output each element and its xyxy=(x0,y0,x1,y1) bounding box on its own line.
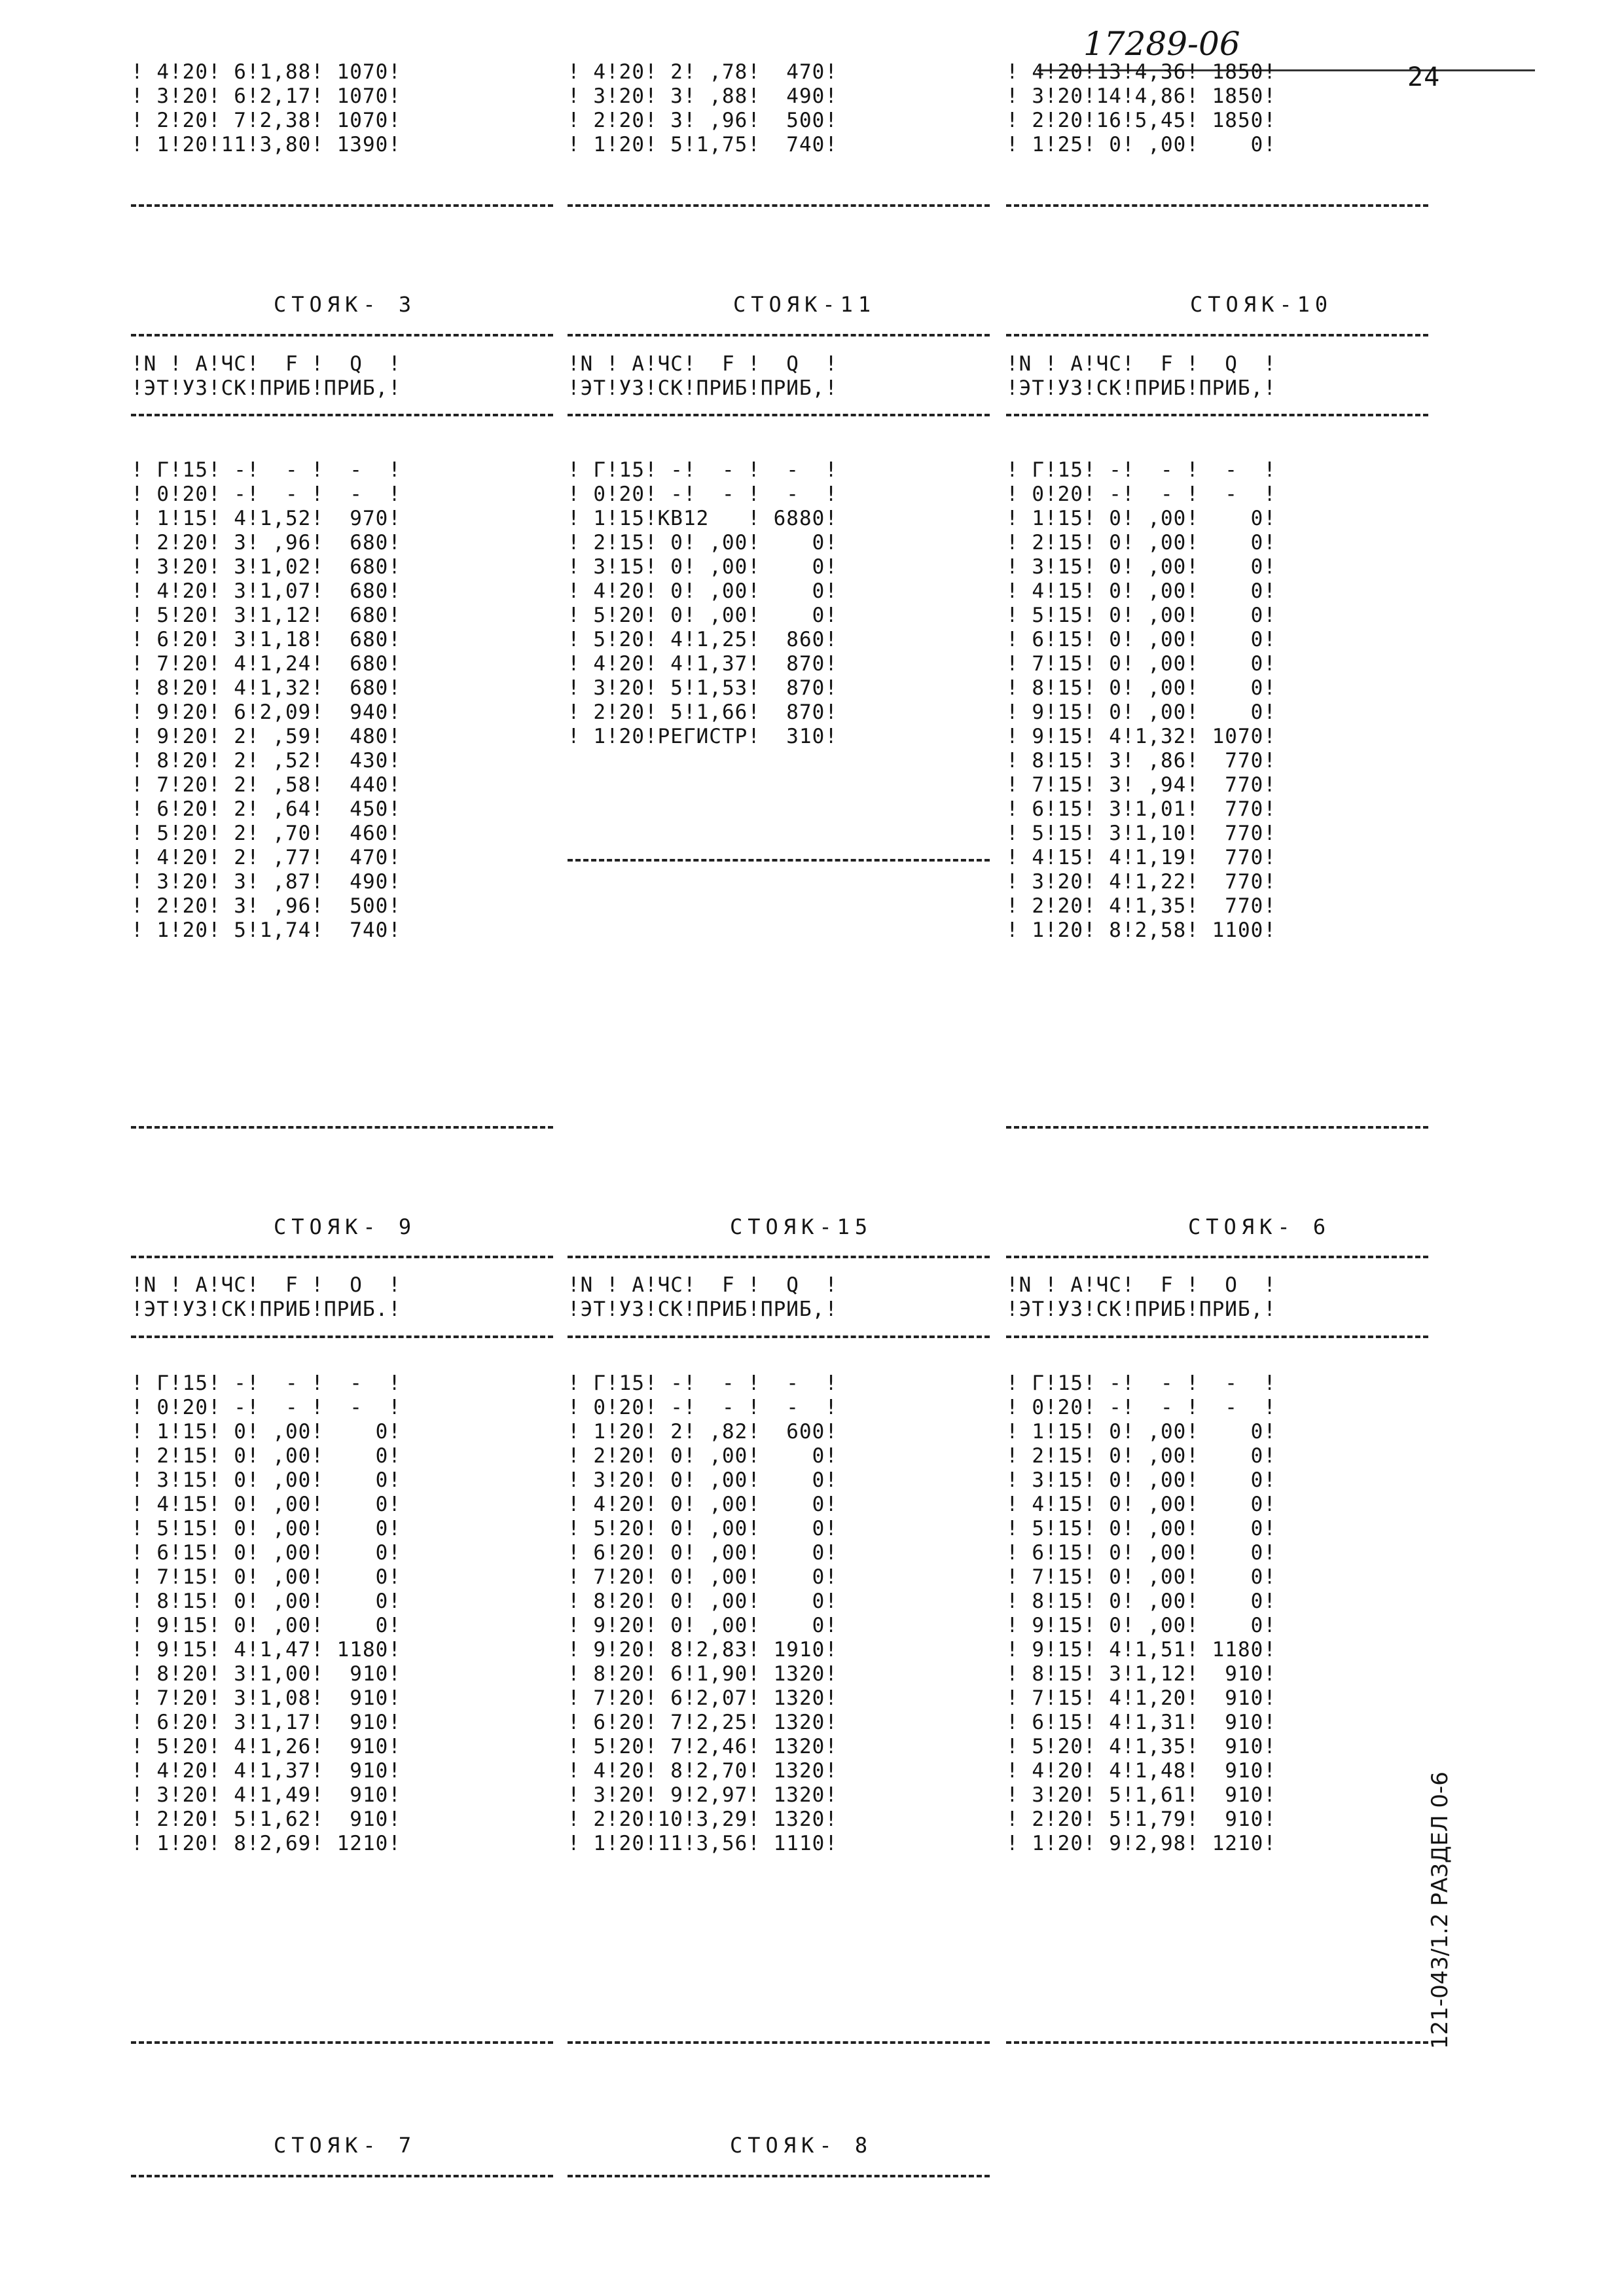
table-row: ! 9!15! 0! ,00! 0! xyxy=(1006,700,1276,724)
table-row: ! 4!20! 2! ,78! 470! xyxy=(568,60,838,84)
table-row: ! 1!20! 9!2,98! 1210! xyxy=(1006,1832,1276,1855)
header-row-1: !N ! А!ЧС! F ! Q ! xyxy=(131,352,401,376)
table-row: ! 6!15! 0! ,00! 0! xyxy=(1006,1541,1276,1565)
table-row: ! 3!15! 0! ,00! 0! xyxy=(131,1468,401,1492)
table-header-riser-11 xyxy=(568,352,838,401)
table-row: ! 3!20! 3!1,02! 680! xyxy=(131,555,401,579)
table-divider xyxy=(131,204,553,207)
table-row: ! 2!20! 0! ,00! 0! xyxy=(568,1444,838,1468)
table-header-riser-15 xyxy=(568,1273,838,1322)
table-row: ! 9!20! 8!2,83! 1910! xyxy=(568,1638,838,1662)
table-row: ! 7!15! 3! ,94! 770! xyxy=(1006,773,1276,797)
table-row: ! 1!20! 5!1,75! 740! xyxy=(568,133,838,156)
table-row: ! 6!20! 7!2,25! 1320! xyxy=(568,1711,838,1734)
table-row: ! 4!15! 4!1,19! 770! xyxy=(1006,846,1276,869)
riser-title-9: СТОЯК- 9 xyxy=(274,1214,417,1239)
table-divider xyxy=(568,334,990,336)
table-row: ! 5!15! 0! ,00! 0! xyxy=(1006,1517,1276,1540)
table-header-riser-3 xyxy=(131,352,401,401)
section-stamp: 121-043/1.2 РАЗДЕЛ 0-6 xyxy=(1427,1772,1453,2049)
riser-title-3: СТОЯК- 3 xyxy=(274,292,417,317)
table-row: ! 3!20! 3! ,87! 490! xyxy=(131,870,401,894)
table-row: ! 3!20! 5!1,53! 870! xyxy=(568,676,838,700)
table-divider xyxy=(131,334,553,336)
page-number: 24 xyxy=(1407,62,1441,92)
table-row: ! 6!20! 2! ,64! 450! xyxy=(131,797,401,821)
table-row: ! 2!20! 7!2,38! 1070! xyxy=(131,109,401,132)
table-row: ! 8!15! 3! ,86! 770! xyxy=(1006,749,1276,772)
table-divider xyxy=(568,1256,990,1258)
table-row: ! 1!15! 0! ,00! 0! xyxy=(1006,507,1276,530)
table-row: ! 6!20! 3!1,17! 910! xyxy=(131,1711,401,1734)
table-row: ! 1!20!11!3,56! 1110! xyxy=(568,1832,838,1855)
table-header-riser-6 xyxy=(1006,1273,1276,1322)
table-row: ! 9!15! 0! ,00! 0! xyxy=(131,1614,401,1637)
table-row: ! Г!15! -! - ! - ! xyxy=(568,458,838,482)
table-row: ! 7!20! 6!2,07! 1320! xyxy=(568,1686,838,1710)
table-row: ! 4!20! 2! ,77! 470! xyxy=(131,846,401,869)
table-row: ! 4!20! 0! ,00! 0! xyxy=(568,1493,838,1516)
table-row: ! 7!20! 3!1,08! 910! xyxy=(131,1686,401,1710)
header-row-1: !N ! А!ЧС! F ! Q ! xyxy=(1006,352,1276,376)
table-row: ! 3!20! 4!1,22! 770! xyxy=(1006,870,1276,894)
table-body-riser-3 xyxy=(131,458,401,943)
table-row: ! 9!20! 6!2,09! 940! xyxy=(131,700,401,724)
table-header-riser-10 xyxy=(1006,352,1276,401)
table-row: ! 3!15! 0! ,00! 0! xyxy=(1006,555,1276,579)
table-row: ! 4!20! 4!1,37! 910! xyxy=(131,1759,401,1783)
table-row: ! 9!15! 4!1,51! 1180! xyxy=(1006,1638,1276,1662)
table-divider xyxy=(568,2175,990,2177)
table-row: ! 2!20! 4!1,35! 770! xyxy=(1006,894,1276,918)
table-divider xyxy=(1006,1126,1428,1129)
table-divider xyxy=(131,1336,553,1338)
table-divider xyxy=(568,2041,990,2044)
table-row: ! 4!20!13!4,36! 1850! xyxy=(1006,60,1276,84)
table-row: ! 8!20! 2! ,52! 430! xyxy=(131,749,401,772)
table-row: ! 6!15! 0! ,00! 0! xyxy=(1006,628,1276,651)
table-row: ! 8!20! 6!1,90! 1320! xyxy=(568,1662,838,1686)
table-row: ! 1!15! 4!1,52! 970! xyxy=(131,507,401,530)
riser-title-11: СТОЯК-11 xyxy=(733,292,876,317)
table-row: ! 4!15! 0! ,00! 0! xyxy=(131,1493,401,1516)
header-row-2: !ЭТ!УЗ!СК!ПРИБ!ПРИБ,! xyxy=(1006,1298,1276,1321)
table-divider xyxy=(568,414,990,416)
table-row: ! 2!20! 3! ,96! 500! xyxy=(568,109,838,132)
table-body-riser-9 xyxy=(131,1372,401,1856)
table-row: ! 6!15! 3!1,01! 770! xyxy=(1006,797,1276,821)
table-row: ! 6!15! 4!1,31! 910! xyxy=(1006,1711,1276,1734)
table-row: ! 1!20! 5!1,74! 740! xyxy=(131,918,401,942)
riser-title-7: СТОЯК- 7 xyxy=(274,2133,417,2158)
table-body-riser-11 xyxy=(568,458,838,749)
table-row: ! 2!20! 5!1,62! 910! xyxy=(131,1808,401,1831)
header-row-1: !N ! А!ЧС! F ! О ! xyxy=(1006,1273,1276,1297)
header-row-1: !N ! А!ЧС! F ! Q ! xyxy=(568,352,838,376)
table-row: ! Г!15! -! - ! - ! xyxy=(1006,1372,1276,1395)
table-row: ! 7!20! 0! ,00! 0! xyxy=(568,1565,838,1589)
table-row: ! 9!15! 0! ,00! 0! xyxy=(1006,1614,1276,1637)
table-row: ! 1!20!РЕГИСТР! 310! xyxy=(568,725,838,748)
table-row: ! 4!20! 3!1,07! 680! xyxy=(131,579,401,603)
table-row: ! 4!15! 0! ,00! 0! xyxy=(1006,1493,1276,1516)
table-row: ! 2!20! 3! ,96! 500! xyxy=(131,894,401,918)
table-row: ! 4!20! 4!1,48! 910! xyxy=(1006,1759,1276,1783)
table-row: ! 2!20!16!5,45! 1850! xyxy=(1006,109,1276,132)
table-row: ! 5!20! 2! ,70! 460! xyxy=(131,822,401,845)
table-row: ! 9!20! 0! ,00! 0! xyxy=(568,1614,838,1637)
table-row: ! 5!20! 0! ,00! 0! xyxy=(568,604,838,627)
table-row: ! 3!15! 0! ,00! 0! xyxy=(568,555,838,579)
table-row: ! 2!20! 3! ,96! 680! xyxy=(131,531,401,554)
table-row: ! 3!20!14!4,86! 1850! xyxy=(1006,84,1276,108)
table-row: ! 5!20! 3!1,12! 680! xyxy=(131,604,401,627)
document-number: 17289-06 xyxy=(1083,25,1240,63)
table-row: ! 7!20! 4!1,24! 680! xyxy=(131,652,401,676)
table-row: ! 1!20! 2! ,82! 600! xyxy=(568,1420,838,1444)
table-row: ! 1!15! 0! ,00! 0! xyxy=(131,1420,401,1444)
table-row: ! 8!20! 4!1,32! 680! xyxy=(131,676,401,700)
header-row-2: !ЭТ!УЗ!СК!ПРИБ!ПРИБ,! xyxy=(131,376,401,400)
riser-title-15: СТОЯК-15 xyxy=(730,1214,873,1239)
table-row: ! 3!20! 6!2,17! 1070! xyxy=(131,84,401,108)
table-row: ! Г!15! -! - ! - ! xyxy=(131,1372,401,1395)
table-divider xyxy=(1006,334,1428,336)
table-row: ! 6!20! 0! ,00! 0! xyxy=(568,1541,838,1565)
table-row: ! 5!15! 0! ,00! 0! xyxy=(131,1517,401,1540)
table-row: ! 6!20! 3!1,18! 680! xyxy=(131,628,401,651)
header-row-1: !N ! А!ЧС! F ! Q ! xyxy=(568,1273,838,1297)
table-row: ! 0!20! -! - ! - ! xyxy=(568,482,838,506)
header-row-1: !N ! А!ЧС! F ! О ! xyxy=(131,1273,401,1297)
table-row: ! 8!15! 0! ,00! 0! xyxy=(1006,1590,1276,1613)
table-row: ! 7!20! 2! ,58! 440! xyxy=(131,773,401,797)
header-row-2: !ЭТ!УЗ!СК!ПРИБ!ПРИБ,! xyxy=(568,376,838,400)
table-row: ! 4!20! 0! ,00! 0! xyxy=(568,579,838,603)
table-row: ! 5!20! 4!1,26! 910! xyxy=(131,1735,401,1758)
table-row: ! 2!15! 0! ,00! 0! xyxy=(131,1444,401,1468)
table-row: ! 0!20! -! - ! - ! xyxy=(568,1396,838,1419)
table-body-riser-10 xyxy=(1006,458,1276,943)
table-row: ! 1!15! 0! ,00! 0! xyxy=(1006,1420,1276,1444)
table-row: ! 0!20! -! - ! - ! xyxy=(1006,1396,1276,1419)
table-row: ! 5!20! 4!1,35! 910! xyxy=(1006,1735,1276,1758)
table-row: ! 4!20! 8!2,70! 1320! xyxy=(568,1759,838,1783)
table-row: ! 9!15! 4!1,47! 1180! xyxy=(131,1638,401,1662)
table-row: ! 8!20! 3!1,00! 910! xyxy=(131,1662,401,1686)
table-body-riser-6 xyxy=(1006,1372,1276,1856)
table-row: ! 4!20! 4!1,37! 870! xyxy=(568,652,838,676)
table-row: ! 2!20!10!3,29! 1320! xyxy=(568,1808,838,1831)
table-row: ! 2!20! 5!1,79! 910! xyxy=(1006,1808,1276,1831)
table-header-riser-9 xyxy=(131,1273,401,1322)
table-row: ! 5!20! 0! ,00! 0! xyxy=(568,1517,838,1540)
table-row: ! Г!15! -! - ! - ! xyxy=(1006,458,1276,482)
table-row: ! 8!15! 3!1,12! 910! xyxy=(1006,1662,1276,1686)
header-row-2: !ЭТ!УЗ!СК!ПРИБ!ПРИБ,! xyxy=(568,1298,838,1321)
table-row: ! 8!20! 0! ,00! 0! xyxy=(568,1590,838,1613)
table-row: ! 1!20!11!3,80! 1390! xyxy=(131,133,401,156)
table-divider xyxy=(131,1256,553,1258)
table-body-riser-15 xyxy=(568,1372,838,1856)
table-row: ! 1!20! 8!2,69! 1210! xyxy=(131,1832,401,1855)
top-continuation-col2 xyxy=(568,60,838,157)
table-row: ! 3!20! 9!2,97! 1320! xyxy=(568,1783,838,1807)
table-divider xyxy=(131,2175,553,2177)
table-row: ! 5!20! 4!1,25! 860! xyxy=(568,628,838,651)
top-continuation-col1 xyxy=(131,60,401,157)
table-row: ! 3!20! 4!1,49! 910! xyxy=(131,1783,401,1807)
table-row: ! 5!20! 7!2,46! 1320! xyxy=(568,1735,838,1758)
riser-title-10: СТОЯК-10 xyxy=(1190,292,1333,317)
table-row: ! 8!15! 0! ,00! 0! xyxy=(131,1590,401,1613)
table-divider xyxy=(1006,1256,1428,1258)
table-row: ! 7!15! 4!1,20! 910! xyxy=(1006,1686,1276,1710)
table-row: ! 2!20! 5!1,66! 870! xyxy=(568,700,838,724)
table-divider xyxy=(1006,1336,1428,1338)
table-row: ! 1!25! 0! ,00! 0! xyxy=(1006,133,1276,156)
top-continuation-col3 xyxy=(1006,60,1276,157)
table-row: ! 7!15! 0! ,00! 0! xyxy=(1006,652,1276,676)
table-row: ! 1!20! 8!2,58! 1100! xyxy=(1006,918,1276,942)
table-row: ! 4!15! 0! ,00! 0! xyxy=(1006,579,1276,603)
riser-title-6: СТОЯК- 6 xyxy=(1188,1214,1331,1239)
table-divider xyxy=(568,204,990,207)
table-row: ! 7!15! 0! ,00! 0! xyxy=(1006,1565,1276,1589)
table-row: ! 5!15! 0! ,00! 0! xyxy=(1006,604,1276,627)
table-row: ! 3!20! 3! ,88! 490! xyxy=(568,84,838,108)
table-row: ! 7!15! 0! ,00! 0! xyxy=(131,1565,401,1589)
table-row: ! 3!15! 0! ,00! 0! xyxy=(1006,1468,1276,1492)
table-row: ! 0!20! -! - ! - ! xyxy=(1006,482,1276,506)
table-row: ! 3!20! 5!1,61! 910! xyxy=(1006,1783,1276,1807)
table-row: ! 8!15! 0! ,00! 0! xyxy=(1006,676,1276,700)
table-row: ! 2!15! 0! ,00! 0! xyxy=(1006,531,1276,554)
table-divider xyxy=(131,2041,553,2044)
table-divider xyxy=(568,859,990,862)
table-row: ! Г!15! -! - ! - ! xyxy=(568,1372,838,1395)
table-row: ! 6!15! 0! ,00! 0! xyxy=(131,1541,401,1565)
table-row: ! Г!15! -! - ! - ! xyxy=(131,458,401,482)
riser-title-8: СТОЯК- 8 xyxy=(730,2133,873,2158)
table-divider xyxy=(1006,204,1428,207)
table-row: ! 0!20! -! - ! - ! xyxy=(131,482,401,506)
table-divider xyxy=(1006,2041,1428,2044)
table-row: ! 0!20! -! - ! - ! xyxy=(131,1396,401,1419)
header-row-2: !ЭТ!УЗ!СК!ПРИБ!ПРИБ.! xyxy=(131,1298,401,1321)
table-divider xyxy=(568,1336,990,1338)
table-row: ! 2!15! 0! ,00! 0! xyxy=(1006,1444,1276,1468)
table-divider xyxy=(131,414,553,416)
table-divider xyxy=(131,1126,553,1129)
table-row: ! 1!15!КВ12 ! 6880! xyxy=(568,507,838,530)
table-row: ! 9!15! 4!1,32! 1070! xyxy=(1006,725,1276,748)
table-row: ! 3!20! 0! ,00! 0! xyxy=(568,1468,838,1492)
table-row: ! 9!20! 2! ,59! 480! xyxy=(131,725,401,748)
table-row: ! 5!15! 3!1,10! 770! xyxy=(1006,822,1276,845)
table-row: ! 4!20! 6!1,88! 1070! xyxy=(131,60,401,84)
table-divider xyxy=(1006,414,1428,416)
table-row: ! 2!15! 0! ,00! 0! xyxy=(568,531,838,554)
header-row-2: !ЭТ!УЗ!СК!ПРИБ!ПРИБ,! xyxy=(1006,376,1276,400)
